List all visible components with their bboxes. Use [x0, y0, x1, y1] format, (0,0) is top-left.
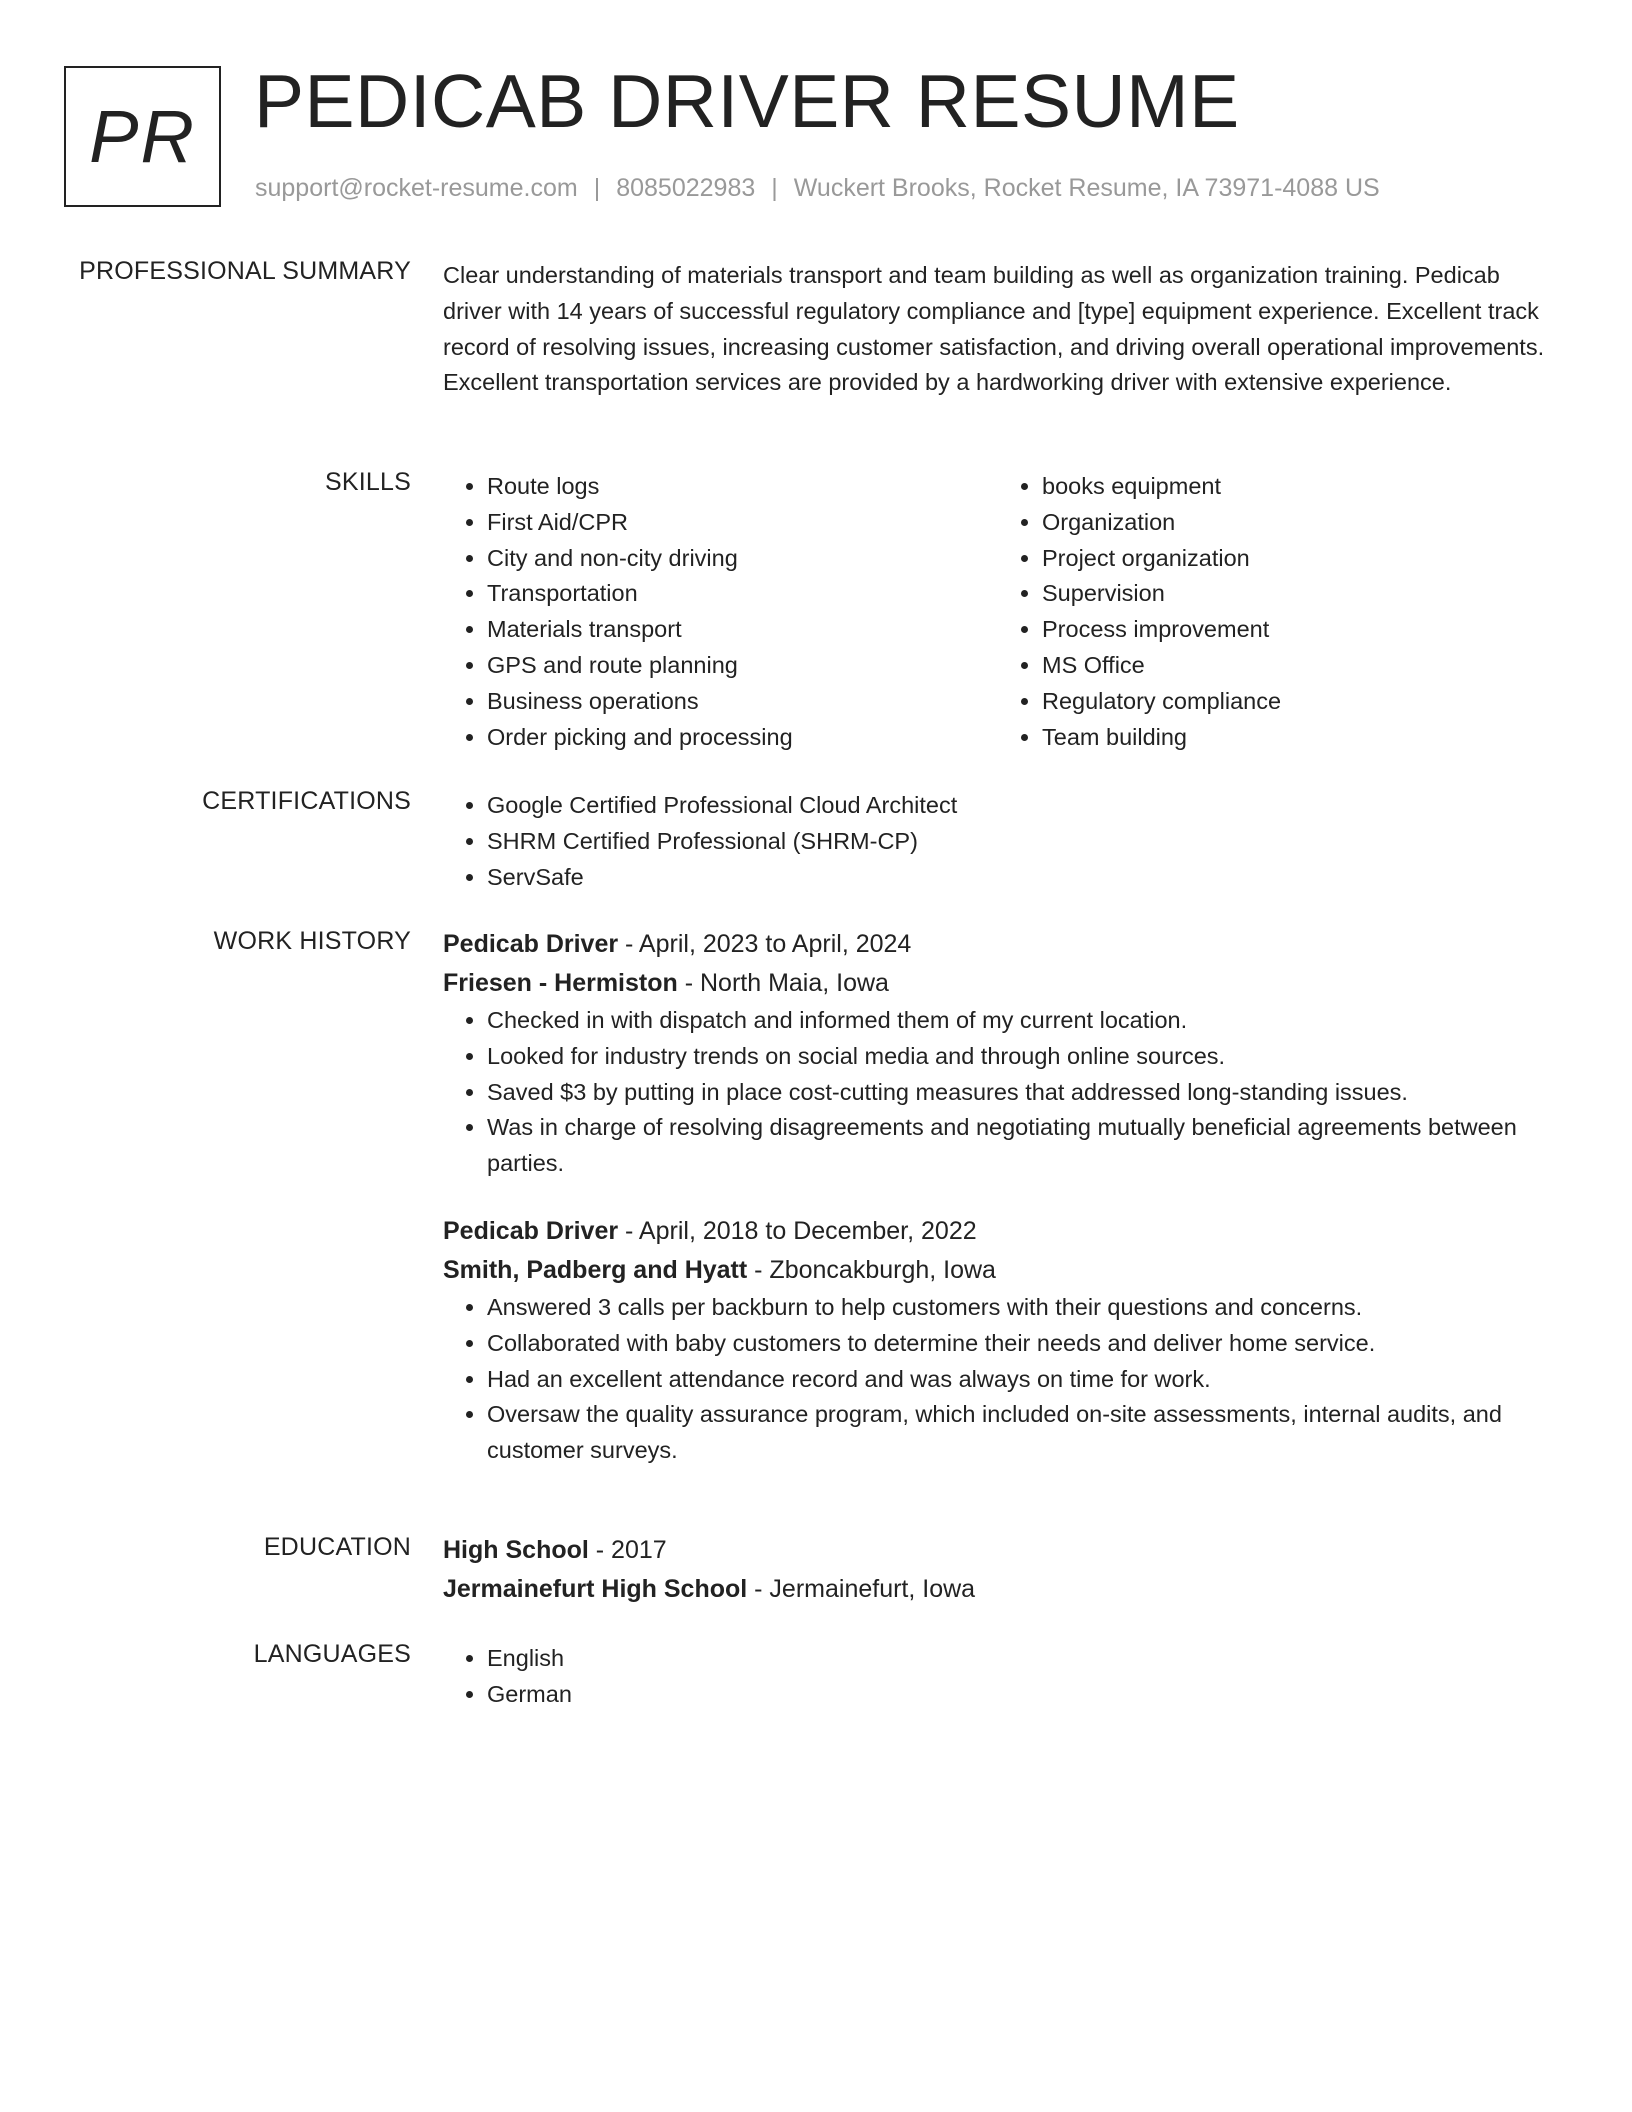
list-item: • Checked in with dispatch and informed them of my current location.: [487, 1003, 1553, 1039]
monogram-box: [64, 66, 221, 207]
list-item: • Materials transport: [487, 612, 998, 648]
contact-email: support@rocket-resume.com: [255, 174, 578, 202]
section-body: [443, 1641, 1553, 1713]
list-item: • Saved $3 by putting in place cost-cutting measures that addressed long-standing issues.: [487, 1075, 1553, 1111]
education-year: - 2017: [588, 1536, 667, 1564]
list-item: • English: [487, 1641, 1553, 1677]
education-degree: High School: [443, 1536, 589, 1564]
section-body: [443, 1531, 1553, 1609]
job-company: Smith, Padberg and Hyatt: [443, 1255, 748, 1284]
list-item: • Organization: [1042, 505, 1553, 541]
section-label: WORK HISTORY: [213, 927, 411, 955]
monogram-initials: PR: [89, 94, 196, 178]
contact-phone: 8085022983: [616, 174, 756, 202]
list-item: • Project organization: [1042, 541, 1553, 577]
education-school-line: [443, 1570, 1553, 1609]
education-school: Jermainefurt High School: [443, 1575, 748, 1603]
job-company: Friesen - Hermiston: [443, 969, 678, 997]
languages-list: [443, 1641, 1553, 1713]
list-item: • SHRM Certified Professional (SHRM-CP): [487, 824, 1553, 860]
section-label: LANGUAGES: [253, 1640, 411, 1668]
list-item: • GPS and route planning: [487, 648, 998, 684]
list-item: • Route logs: [487, 469, 998, 505]
job-duties-list: [443, 1290, 1553, 1469]
section-body: [443, 925, 1553, 1469]
list-item: • Had an excellent attendance record and was always on time for work.: [487, 1362, 1553, 1398]
job-company-line: [443, 964, 1553, 1003]
section-body: [443, 788, 1553, 895]
job-title: Pedicab Driver: [443, 930, 619, 958]
skills-list-right: [998, 469, 1553, 755]
list-item: • First Aid/CPR: [487, 505, 998, 541]
job-company-line: [443, 1251, 1553, 1290]
list-item: • Was in charge of resolving disagreements and negotiating mutually beneficial agreements between parties.: [487, 1110, 1553, 1182]
list-item: • books equipment: [1042, 469, 1553, 505]
list-item: • Looked for industry trends on social media and through online sources.: [487, 1039, 1553, 1075]
section-body: [443, 258, 1553, 401]
skills-list-left: [443, 469, 998, 755]
education-location: - Jermainefurt, Iowa: [747, 1575, 976, 1603]
section-label: EDUCATION: [263, 1533, 411, 1561]
section-label: CERTIFICATIONS: [202, 787, 411, 815]
job-location: - North Maia, Iowa: [677, 969, 889, 997]
resume-title: PEDICAB DRIVER RESUME: [254, 59, 1240, 143]
job-entry: [443, 925, 1553, 1182]
contact-separator: |: [593, 174, 601, 202]
section-label: SKILLS: [325, 468, 411, 496]
list-item: • ServSafe: [487, 860, 1553, 896]
list-item: • Google Certified Professional Cloud Architect: [487, 788, 1553, 824]
job-entry: [443, 1212, 1553, 1469]
list-item: • MS Office: [1042, 648, 1553, 684]
contact-address: Wuckert Brooks, Rocket Resume, IA 73971-4088 US: [793, 174, 1380, 202]
job-title-line: [443, 1212, 1553, 1251]
job-dates: - April, 2023 to April, 2024: [618, 930, 912, 958]
list-item: • Oversaw the quality assurance program, which included on-site assessments, internal audits, and customer surveys.: [487, 1397, 1553, 1469]
list-item: • Transportation: [487, 576, 998, 612]
certifications-list: [443, 788, 1553, 895]
list-item: • Business operations: [487, 684, 998, 720]
job-location: - Zboncakburgh, Iowa: [747, 1255, 996, 1284]
contact-line: [255, 174, 1380, 203]
summary-text: Clear understanding of materials transport and team building as well as organization training. Pedicab driver with 14 years of successful regulatory compliance and [type] equipment experience. Excellent track record of resolving issues, increasing customer satisfaction, and driving overall operational improvements. Excellent transportation services are provided by a hardworking driver with extensive experience.: [443, 262, 1545, 396]
job-title-line: [443, 925, 1553, 964]
skills-columns: [443, 469, 1553, 755]
contact-separator: |: [771, 174, 778, 202]
list-item: • Team building: [1042, 720, 1553, 756]
job-duties-list: [443, 1003, 1553, 1182]
list-item: • Collaborated with baby customers to determine their needs and deliver home service.: [487, 1326, 1553, 1362]
section-label: PROFESSIONAL SUMMARY: [79, 257, 411, 285]
section-body: [443, 469, 1553, 755]
list-item: • Regulatory compliance: [1042, 684, 1553, 720]
education-degree-line: [443, 1531, 1553, 1570]
list-item: • Supervision: [1042, 576, 1553, 612]
list-item: • German: [487, 1677, 1553, 1713]
job-dates: - April, 2018 to December, 2022: [618, 1216, 977, 1245]
job-title: Pedicab Driver: [443, 1216, 619, 1245]
list-item: • Order picking and processing: [487, 720, 998, 756]
list-item: • Answered 3 calls per backburn to help customers with their questions and concerns.: [487, 1290, 1553, 1326]
list-item: • City and non-city driving: [487, 541, 998, 577]
list-item: • Process improvement: [1042, 612, 1553, 648]
